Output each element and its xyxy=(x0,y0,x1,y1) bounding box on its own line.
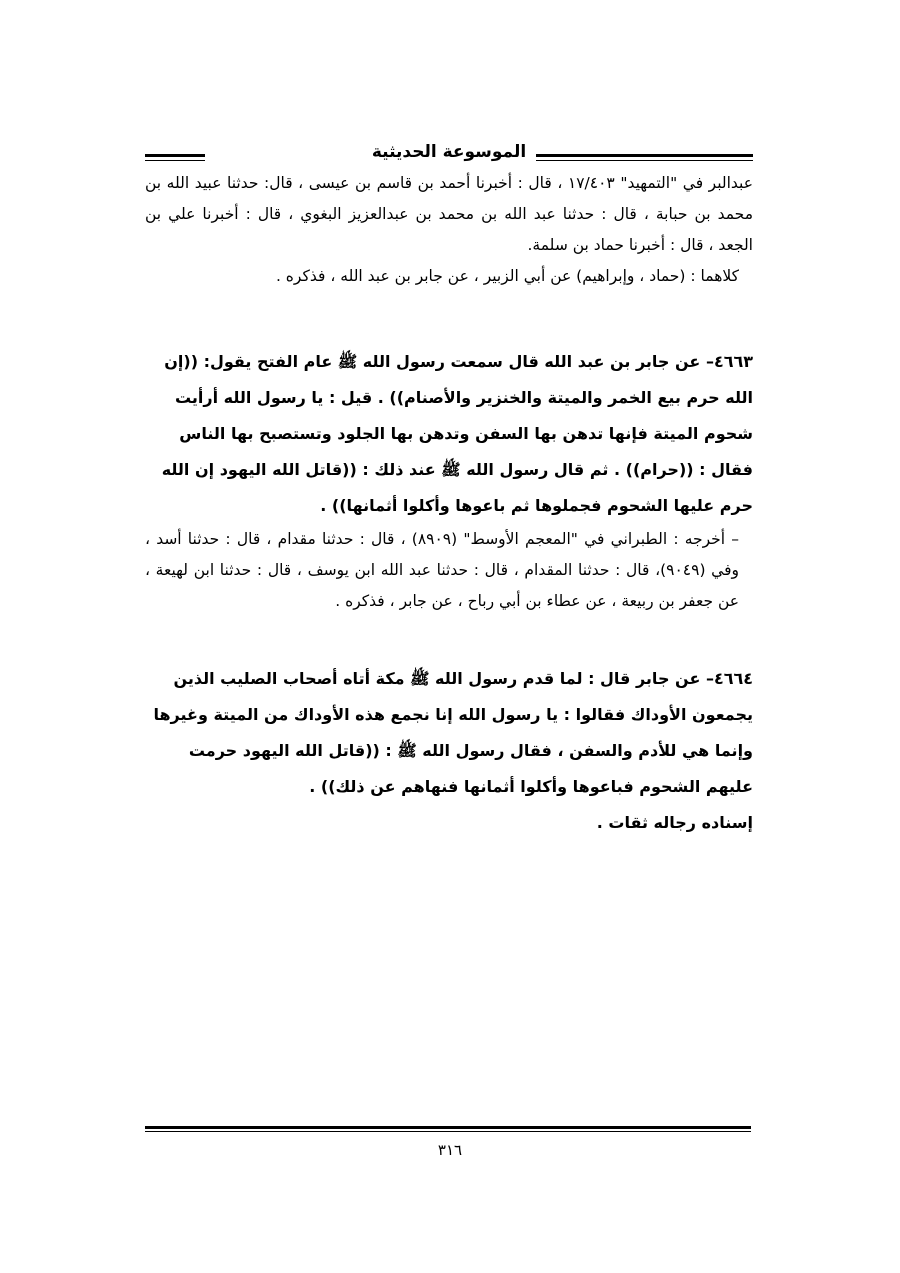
hadith-body: عن جابر قال : لما قدم رسول الله ﷺ مكة أتاه أصحاب الصليب الذين يجمعون الأوداك فقالوا : يا رسول الله إنا نجمع هذه الأوداك من الميتة وغيرها وإنما هي للأدم والسفن ، فقال رسول الله ﷺ : ((قاتل الله اليهود حرمت عليهم الشحوم فباعوها وأكلوا أثمانها فنهاهم عن ذلك)) . xyxy=(153,669,753,796)
paragraph-isnad-2: كلاهما : (حماد ، وإبراهيم) عن أبي الزبير ، عن جابر بن عبد الله ، فذكره . xyxy=(275,267,739,285)
hadith-4663-text xyxy=(145,344,753,524)
hadith-4664 xyxy=(145,661,753,841)
footer-rule-thin xyxy=(145,1131,751,1132)
hadith-body: عن جابر بن عبد الله قال سمعت رسول الله ﷺ عام الفتح يقول: ((إن الله حرم بيع الخمر والميتة والخنزير والأصنام)) . قيل : يا رسول الله أرأيت شحوم الميتة فإنها تدهن بها السفن وتدهن بها الجلود وتستصبح بها الناس فقال : ((حرام)) . ثم قال رسول الله ﷺ عند ذلك : ((قاتل الله اليهود إن الله حرم عليها الشحوم فجملوها ثم باعوها وأكلوا أثمانها)) . xyxy=(161,352,753,515)
spacer xyxy=(145,292,753,344)
header-title-wrap xyxy=(145,142,753,162)
header-title: الموسوعة الحديثية xyxy=(362,142,536,162)
paragraph-isnad-1: عبدالبر في "التمهيد" ١٧/٤٠٣ ، قال : أخبرنا أحمد بن قاسم بن عيسى ، قال: حدثنا عبيد الله بن محمد بن حبابة ، قال : حدثنا عبد الله بن محمد بن عبدالعزيز البغوي ، قال : أخبرنا علي بن الجعد ، قال : أخبرنا حماد بن سلمة. xyxy=(145,174,753,254)
hadith-number: ٤٦٦٣– xyxy=(705,352,753,371)
hadith-number: ٤٦٦٤– xyxy=(705,669,753,688)
hadith-4664-text xyxy=(145,661,753,805)
footer-rules xyxy=(145,1126,751,1132)
page-number: ٣١٦ xyxy=(437,1141,463,1159)
hadith-4663 xyxy=(145,344,753,524)
running-header xyxy=(145,140,753,168)
page-content xyxy=(145,140,753,841)
hadith-4664-isnad: إسناده رجاله ثقات . xyxy=(596,813,753,832)
spacer xyxy=(145,617,753,661)
takhrij-4663: – أخرجه : الطبراني في "المعجم الأوسط" (٨٩٠٩) ، قال : حدثنا مقدام ، قال : حدثنا أسد ، وفي (٩٠٤٩)، قال : حدثنا المقدام ، قال : حدثنا عبد الله ابن يوسف ، قال : حدثنا ابن لهيعة ، عن جعفر بن ربيعة ، عن عطاء بن أبي رباح ، عن جابر ، فذكره . xyxy=(145,530,739,610)
footer-rule-thick xyxy=(145,1126,751,1129)
